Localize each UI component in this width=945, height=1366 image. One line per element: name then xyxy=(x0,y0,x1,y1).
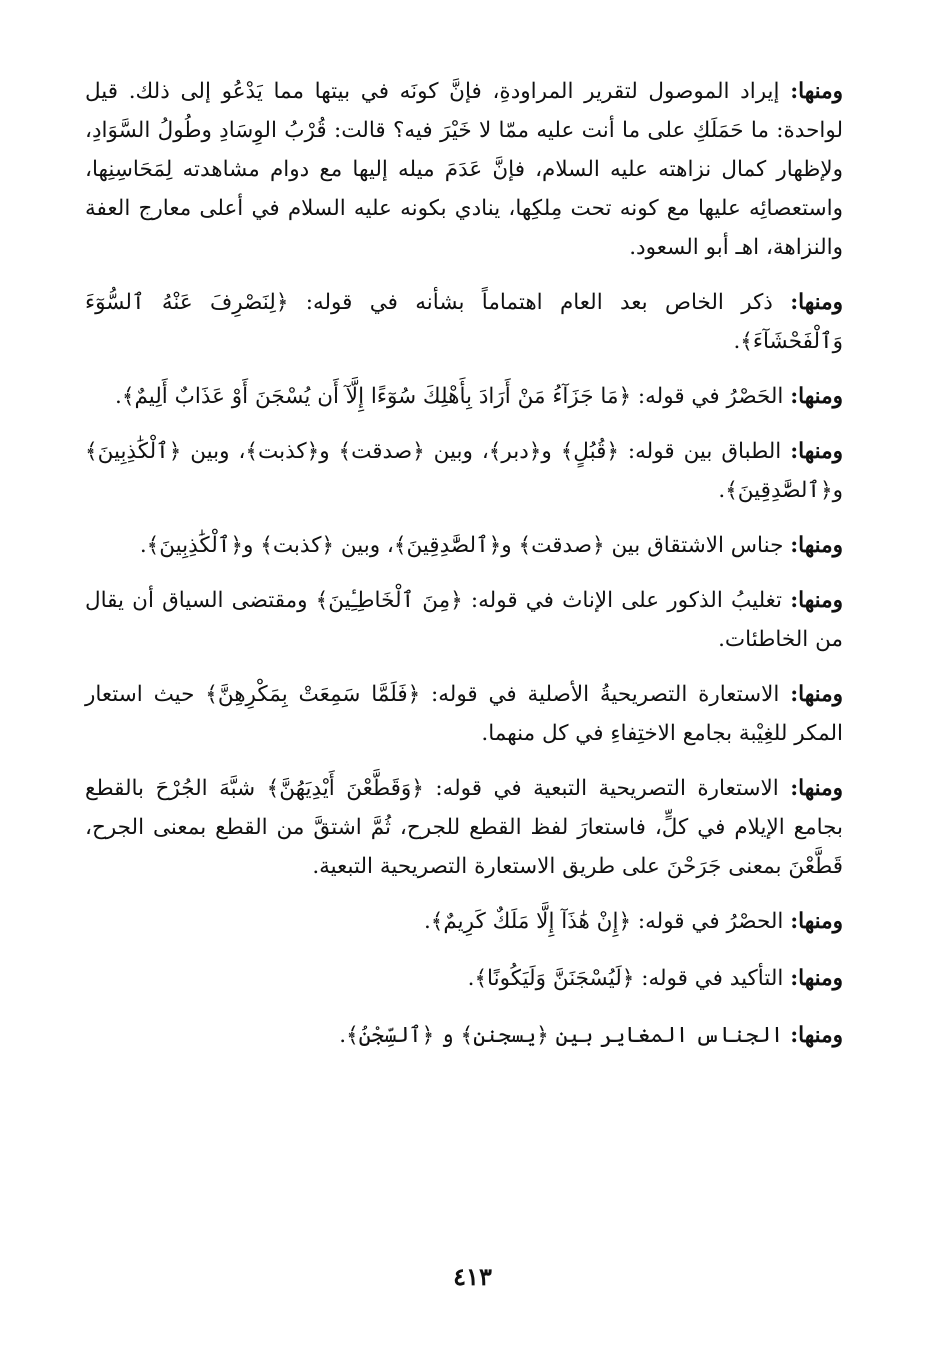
paragraph-lead: ومنها: xyxy=(790,776,843,801)
paragraph-5 xyxy=(85,526,865,565)
paragraph-text: إيراد الموصول لتقرير المراودةِ، فإنَّ كونَه في بيتها مما يَدْعُو إلى ذلك. قيل لواحدة: ما حَمَلَكِ على ما أنت عليه ممّا لا خَيْرَ فيه؟ قالت: قُرْبُ الوِسَادِ وطُولُ السَّوَادِ، ولإظهار كمال نزاهته عليه السلام، فإنَّ عَدَمَ ميله إليها مع دوام مشاهدته لِمَحَاسِنِها، واستعصائِه عليها مع كونه تحت مِلكِها، ينادي بكونه عليه السلام في أعلى معارج العفة والنزاهة، اهـ أبو السعود. xyxy=(85,79,843,260)
paragraph-lead: ومنها: xyxy=(790,439,843,464)
paragraph-7 xyxy=(85,675,865,753)
paragraph-10 xyxy=(85,959,865,998)
paragraph-1 xyxy=(85,72,865,267)
paragraph-text: الحَصْرُ في قوله: ﴿مَا جَزَآءُ مَنْ أَرَادَ بِأَهْلِكَ سُوٓءًا إِلَّآ أَن يُسْجَنَ أَوْ عَذَابٌ أَلِيمٌ﴾. xyxy=(115,384,791,409)
paragraph-lead: ومنها: xyxy=(790,384,843,409)
paragraph-lead: ومنها: xyxy=(790,966,843,991)
paragraph-text: الاستعارة التصريحيةُ الأصلية في قوله: ﴿فَلَمَّا سَمِعَتْ بِمَكْرِهِنَّ﴾ حيث استعار المكر للغِيْبة بجامع الاختِفاءِ في كل منهما. xyxy=(85,682,843,746)
paragraph-text: الاستعارة التصريحية التبعية في قوله: ﴿وَقَطَّعْنَ أَيْدِيَهُنَّ﴾ شبَّهَ الجُرْحَ بالقطع بجامع الإيلام في كلٍّ، فاستعارَ لفظ القطع للجرح، ثُمَّ اشتقَّ من القطع بمعنى الجرح، قَطَّعْنَ بمعنى جَرَحْنَ على طريق الاستعارة التصريحية التبعية. xyxy=(85,776,843,879)
page-body xyxy=(85,72,865,1073)
paragraph-text: التأكيد في قوله: ﴿لَيُسْجَنَنَّ وَلَيَكُونًا﴾. xyxy=(467,966,791,991)
paragraph-lead: ومنها: xyxy=(790,533,843,558)
paragraph-lead: ومنها: xyxy=(790,1023,843,1048)
paragraph-4 xyxy=(85,432,865,510)
paragraph-text: جناس الاشتقاق بين ﴿صدقت﴾ و﴿ٱلصَّٰدِقِينَ﴾، وبين ﴿كذبت﴾ و﴿ٱلْكَٰذِبِينَ﴾. xyxy=(139,533,791,558)
paragraph-lead: ومنها: xyxy=(790,682,843,707)
paragraph-3 xyxy=(85,377,865,416)
paragraph-8 xyxy=(85,769,865,886)
paragraph-text: الجناس المغاير بين ﴿يسجنن﴾ و ﴿ٱلسِّجْنُ﴾. xyxy=(339,1023,791,1048)
paragraph-2 xyxy=(85,283,865,361)
paragraph-lead: ومنها: xyxy=(790,79,843,104)
paragraph-text: الحصْرُ في قوله: ﴿إِنْ هَٰذَآ إِلَّا مَلَكٌ كَرِيمٌ﴾. xyxy=(423,909,791,934)
page-number: ٤١٣ xyxy=(453,1262,492,1291)
paragraph-lead: ومنها: xyxy=(790,909,843,934)
paragraph-text: ذكر الخاص بعد العام اهتماماً بشأنه في قوله: ﴿لِنَصْرِفَ عَنْهُ ٱلسُّوٓءَ وَٱلْفَحْشَآءَ﴾. xyxy=(85,290,843,354)
paragraph-lead: ومنها: xyxy=(790,588,843,613)
paragraph-text: تغليبُ الذكور على الإناث في قوله: ﴿مِنَ ٱلْخَاطِـِٔينَ﴾ ومقتضى السياق أن يقال من الخاطئات. xyxy=(85,588,843,652)
paragraph-11 xyxy=(85,1016,865,1055)
paragraph-6 xyxy=(85,581,865,659)
paragraph-lead: ومنها: xyxy=(790,290,843,315)
paragraph-text: الطباق بين قوله: ﴿قُبُلٍ﴾ و﴿دبر﴾، وبين ﴿صدقت﴾ و﴿كذبت﴾، وبين ﴿ٱلْكَٰذِبِينَ﴾ و﴿ٱلصَّٰدِقِينَ﴾. xyxy=(85,439,843,503)
paragraph-9 xyxy=(85,902,865,941)
